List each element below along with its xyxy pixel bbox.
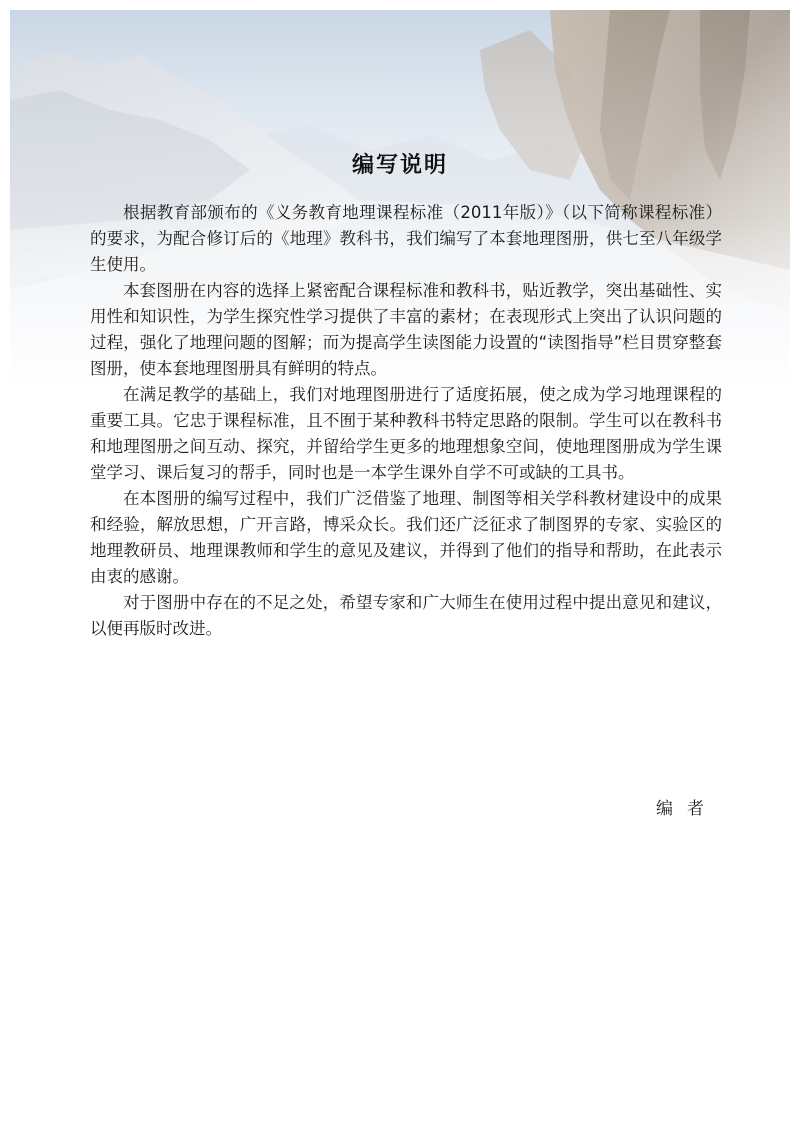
document-body: [90, 200, 722, 642]
paragraph-1: 根据教育部颁布的《义务教育地理课程标准（2011年版）》（以下简称课程标准）的要求，为配合修订后的《地理》教科书，我们编写了本套地理图册，供七至八年级学生使用。: [90, 203, 722, 274]
paragraph-4: 在本图册的编写过程中，我们广泛借鉴了地理、制图等相关学科教材建设中的成果和经验，解放思想，广开言路，博采众长。我们还广泛征求了制图界的专家、实验区的地理教研员、地理课教师和学生的意见及建议，并得到了他们的指导和帮助，在此表示由衷的感谢。: [90, 489, 722, 586]
document-page: [10, 10, 790, 1112]
paragraph-5: 对于图册中存在的不足之处，希望专家和广大师生在使用过程中提出意见和建议，以便再版时改进。: [90, 593, 722, 638]
paragraph-2: 本套图册在内容的选择上紧密配合课程标准和教科书，贴近教学，突出基础性、实用性和知识性，为学生探究性学习提供了丰富的素材；在表现形式上突出了认识问题的过程，强化了地理问题的图解；而为提高学生读图能力设置的“读图指导”栏目贯穿整套图册，使本套地理图册具有鲜明的特点。: [90, 281, 722, 378]
page-title: 编写说明: [351, 153, 448, 178]
paragraph-3: 在满足教学的基础上，我们对地理图册进行了适度拓展，使之成为学习地理课程的重要工具。它忠于课程标准，且不囿于某种教科书特定思路的限制。学生可以在教科书和地理图册之间互动、探究，并留给学生更多的地理想象空间，使地理图册成为学生课堂学习、课后复习的帮手，同时也是一本学生课外自学不可或缺的工具书。: [90, 385, 722, 482]
author-signature: 编者: [656, 799, 718, 819]
